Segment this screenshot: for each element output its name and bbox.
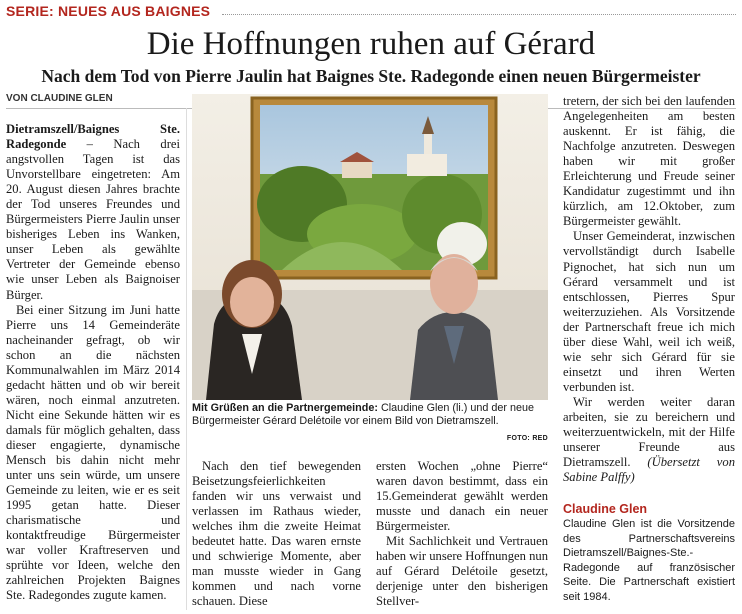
paragraph-text: Wir werden weiter daran arbeiten, sie zu bereichern und weiterzuentwickeln, mit der Hilfe unserer Freunde aus Dietramszell. [563, 394, 735, 470]
series-kicker: SERIE: NEUES AUS BAIGNES [6, 3, 211, 19]
paragraph [563, 395, 735, 485]
paragraph: Bei einer Sitzung im Juni hatte Pierre uns 14 Gemeinderäte nacheinander gefragt, ob wir schon an die nächsten Kommunalwahlen im März 2014 gedacht hätten und ob wir bereit wären, noch einmal anzutreten. Nicht eine Sekunde hätten wir es damals für möglich gehalten, dass dieser engagierte, dynamische Mensch bis dahin nicht mehr unter uns sein würde, um unsere Gemeinde zu leiten, wie er es seit 1995 getan hatte. Dieser charismatische und kontaktfreudige Bürgermeister war voller Kraftreserven und sprühte vor Ideen, welche den zahlreichen Projekten Baignes Ste. Radegondes zugute kamen. [6, 302, 180, 603]
article-column-2 [192, 459, 361, 609]
author-bio: Claudine Glen ist die Vorsitzende des Partnerschaftsvereins Dietramszell/Baignes-Ste.-Radegonde auf französischer Seite. Die Partnerschaft existiert seit 1984. [563, 518, 735, 603]
paragraph: tretern, der sich bei den laufenden Angelegenheiten am besten auskennt. Er ist fähig, die Nachfolge anzutreten. Deswegen haben wir mit großer Erleichterung und Freude seiner Kandidatur zugestimmt und ihn kürzlich, am 12.Oktober, zum Bürgermeister gewählt. [563, 94, 735, 229]
author-box-title: Claudine Glen [563, 502, 648, 516]
headline: Die Hoffnungen ruhen auf Gérard [146, 26, 596, 62]
paragraph [6, 122, 180, 303]
kicker-dotted-rule [222, 14, 736, 15]
paragraph: Unser Gemeinderat, inzwischen vervollständigt durch Isabelle Pignochet, hat sich nun um Gérard versammelt und ist entschlossen, Pierres Spur weiterzuziehen. Als Vorsitzende der Partnerschaft freue ich mich über diese Wahl, weil ich weiß, wie sehr sich Gérard für sie einsetzt und ihren Werten verbunden ist. [563, 229, 735, 394]
article-column-1 [6, 122, 180, 604]
photo-caption [192, 402, 548, 442]
article-column-3 [376, 459, 548, 609]
photo-credit: FOTO: RED [506, 435, 548, 442]
column-divider [186, 108, 187, 610]
article-photo [192, 94, 548, 400]
paragraph-text: – Nach drei angstvollen Tagen ist das Unvorstellbare eingetreten: Am 20. August diesen Jahres brachte der Tod unseres Freundes und Bürgermeisters Pierre Jaulin unser bisheriges Leben ins Wanken, unser Leben als gewählte Vertreter der Gemeinde ebenso wie unser Leben als Baignoiser Bürger. [6, 137, 180, 302]
paragraph: Mit Sachlichkeit und Vertrauen haben wir unsere Hoffnungen nun auf Gérard Delétoile gesetzt, derjenige unter den bisherigen Stellver- [376, 534, 548, 609]
dateline: Dietramszell/Baignes Ste. Radegonde [6, 122, 180, 152]
translation-credit: (Übersetzt von Sabine Palffy) [563, 455, 735, 485]
caption-lead: Mit Grüßen an die Partnergemeinde: [192, 402, 378, 414]
caption-text: Claudine Glen (li.) und der neue Bürgermeister Gérard Delétoile vor einem Bild von Dietramszell. [192, 402, 535, 427]
subheadline: Nach dem Tod von Pierre Jaulin hat Baignes Ste. Radegonde einen neuen Bürgermeister [41, 66, 701, 86]
article-column-4 [563, 94, 735, 485]
photo-illustration [192, 94, 548, 400]
byline: VON CLAUDINE GLEN [6, 93, 113, 104]
paragraph: ersten Wochen „ohne Pierre“ waren davon bestimmt, dass ein 15.Gemeinderat gewählt werden musste und danach ein neuer Bürgermeister. [376, 459, 548, 534]
paragraph: Nach den tief bewegenden Beisetzungsfeierlichkeiten fanden wir uns verwaist und verlassen im Rathaus wieder, welches ihm die zweite Heimat bedeutet hatte. Das waren ernste und schwierige Momente, aber man musste wieder in Gang kommen und nach vorne schauen. Diese [192, 459, 361, 609]
